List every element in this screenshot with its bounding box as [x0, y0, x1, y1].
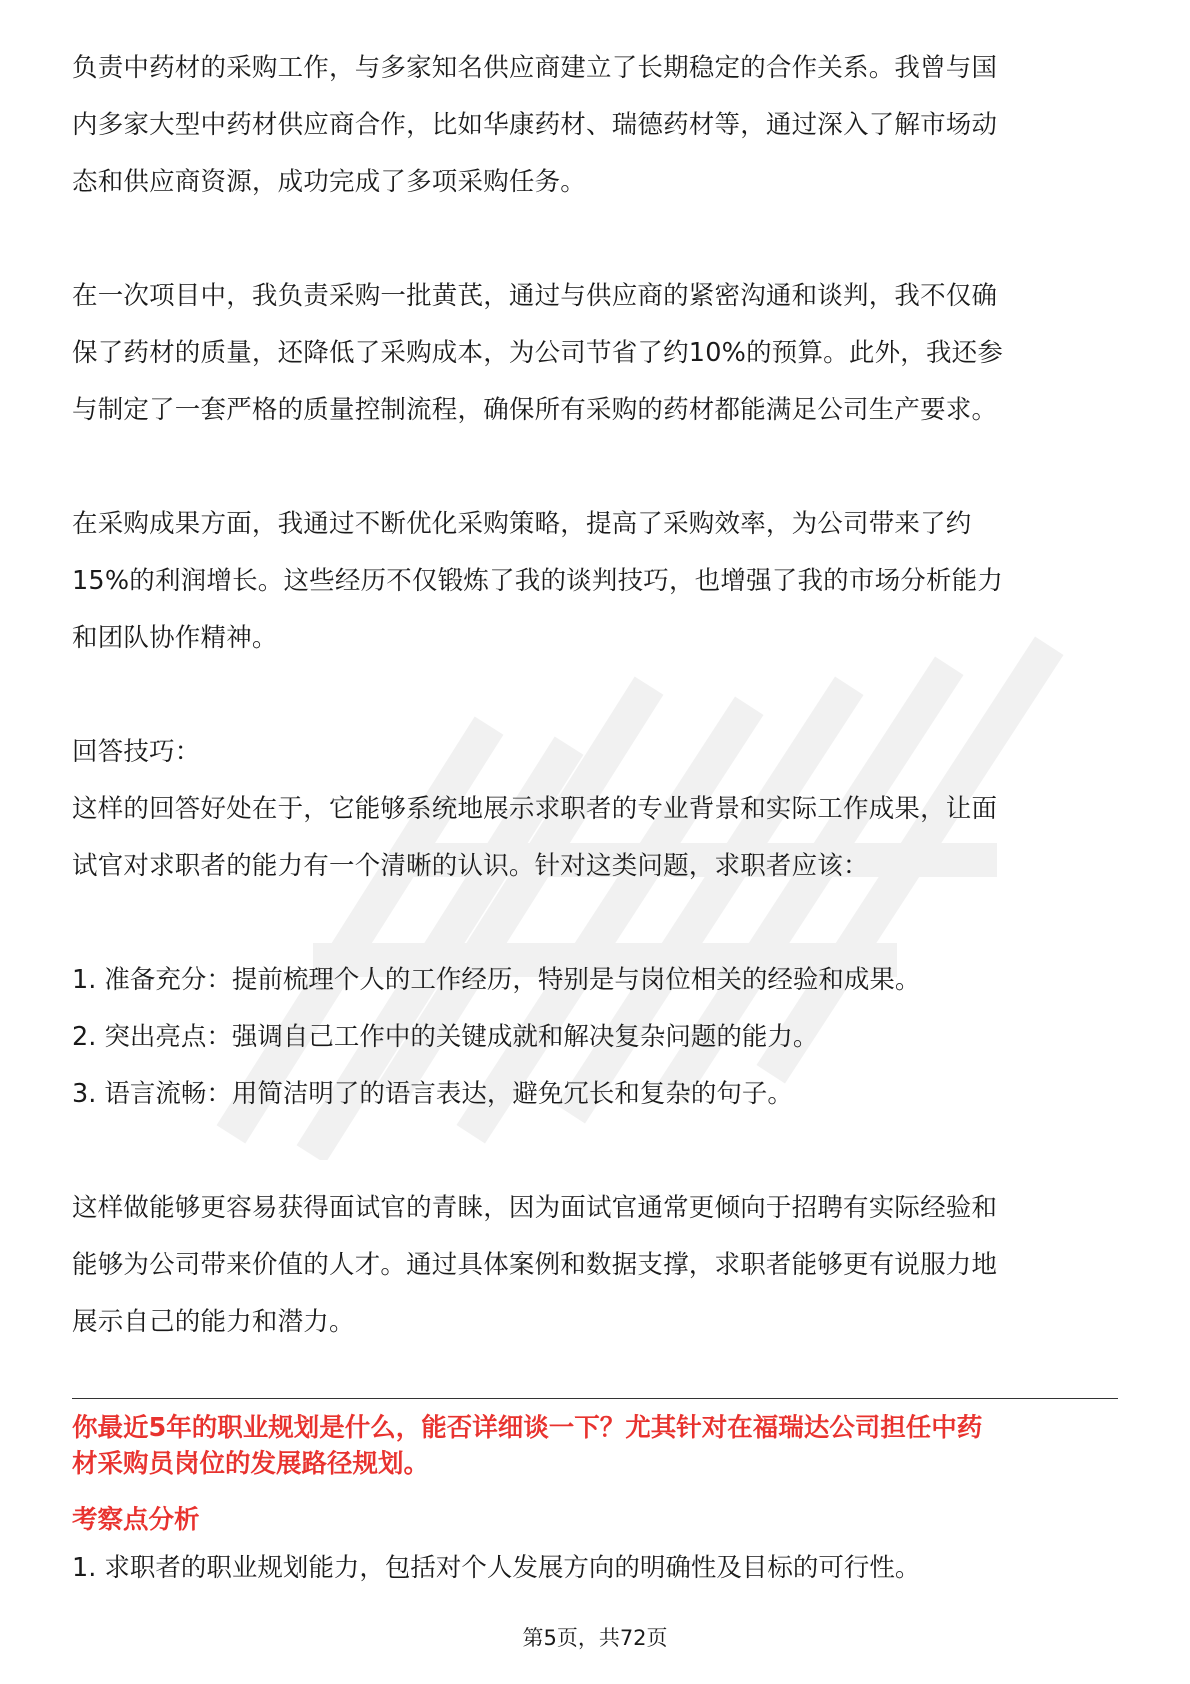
paragraph-line: 和团队协作精神。 [72, 623, 278, 653]
page-content [72, 40, 1118, 1351]
analysis-point: 1. 求职者的职业规划能力，包括对个人发展方向的明确性及目标的可行性。 [72, 1553, 921, 1583]
page-number: 第5页，共72页 [522, 1626, 668, 1650]
paragraph-line: 这样做能够更容易获得面试官的青睐，因为面试官通常更倾向于招聘有实际经验和 [72, 1193, 998, 1223]
analysis-title: 考察点分析 [72, 1505, 200, 1535]
paragraph-4 [72, 781, 1118, 895]
paragraph-line: 展示自己的能力和潜力。 [72, 1307, 355, 1337]
interview-question [72, 1410, 1118, 1482]
paragraph-3 [72, 496, 1118, 667]
paragraph-line: 这样的回答好处在于，它能够系统地展示求职者的专业背景和实际工作成果，让面 [72, 794, 998, 824]
section-divider [72, 1398, 1118, 1399]
paragraph-line: 态和供应商资源，成功完成了多项采购任务。 [72, 167, 587, 197]
paragraph-line: 能够为公司带来价值的人才。通过具体案例和数据支撑，求职者能够更有说服力地 [72, 1250, 998, 1280]
paragraph-1 [72, 40, 1118, 211]
question-line: 你最近5年的职业规划是什么，能否详细谈一下？尤其针对在福瑞达公司担任中药 [72, 1413, 983, 1443]
list-item: 1. 准备充分：提前梳理个人的工作经历，特别是与岗位相关的经验和成果。 [72, 965, 921, 995]
tips-label: 回答技巧： [72, 737, 201, 767]
paragraph-line: 负责中药材的采购工作，与多家知名供应商建立了长期稳定的合作关系。我曾与国 [72, 53, 998, 83]
paragraph-line: 试官对求职者的能力有一个清晰的认识。针对这类问题，求职者应该： [72, 851, 869, 881]
paragraph-line: 在一次项目中，我负责采购一批黄芪，通过与供应商的紧密沟通和谈判，我不仅确 [72, 281, 998, 311]
list-item: 2. 突出亮点：强调自己工作中的关键成就和解决复杂问题的能力。 [72, 1022, 819, 1052]
paragraph-2 [72, 268, 1118, 439]
paragraph-line: 内多家大型中药材供应商合作，比如华康药材、瑞德药材等，通过深入了解市场动 [72, 110, 998, 140]
paragraph-line: 在采购成果方面，我通过不断优化采购策略，提高了采购效率，为公司带来了约 [72, 509, 972, 539]
paragraph-line: 15%的利润增长。这些经历不仅锻炼了我的谈判技巧，也增强了我的市场分析能力 [72, 566, 1004, 596]
question-line: 材采购员岗位的发展路径规划。 [72, 1449, 430, 1479]
list-item: 3. 语言流畅：用简洁明了的语言表达，避免冗长和复杂的句子。 [72, 1079, 793, 1109]
paragraph-line: 与制定了一套严格的质量控制流程，确保所有采购的药材都能满足公司生产要求。 [72, 395, 998, 425]
paragraph-line: 保了药材的质量，还降低了采购成本，为公司节省了约10%的预算。此外，我还参 [72, 338, 1004, 368]
paragraph-5 [72, 1180, 1118, 1351]
